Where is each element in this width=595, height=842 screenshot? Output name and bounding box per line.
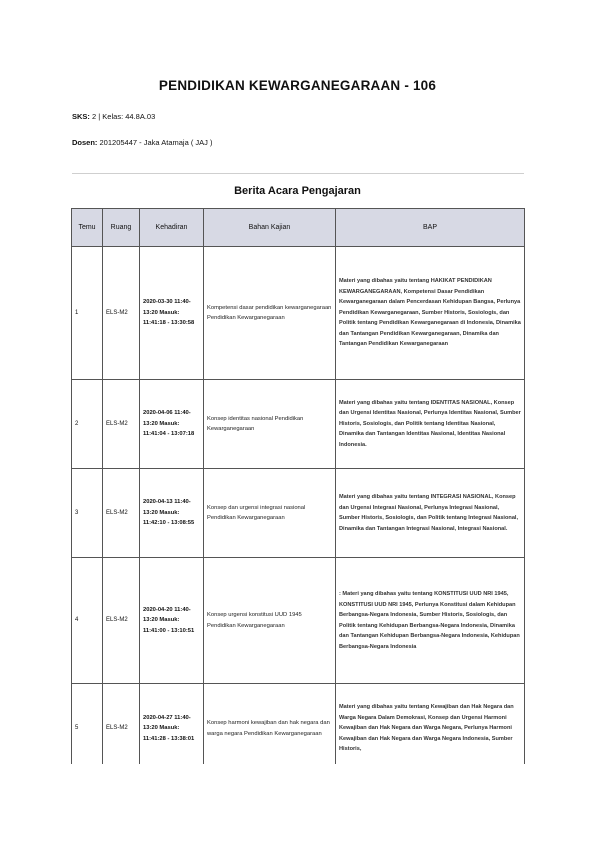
cell-ruang: ELS-M2: [103, 684, 140, 765]
cell-temu: 1: [72, 247, 103, 380]
header-temu: Temu: [72, 209, 103, 247]
cell-ruang: ELS-M2: [103, 247, 140, 380]
cell-bap: : Materi yang dibahas yaitu tentang KONSTITUSI UUD NRI 1945, KONSTITUSI UUD NRI 1945, Perlunya Konstitusi dalam Kehidupan Berbangsa-Negara Indonesia, Sumber Historis, Sosiologis, dan Politik tentang Kehidupan Berbangsa-Negara Indonesia, Dinamika dan Tantangan Kehidupan Berbangsa-Negara Indonesia, Kehidupan Berbangsa-Negara Indonesia: [336, 558, 525, 684]
cell-kehadiran: 2020-04-06 11:40-13:20 Masuk: 11:41:04 - 13:07:18: [140, 380, 204, 469]
header-bahan-kajian: Bahan Kajian: [204, 209, 336, 247]
table-row: [72, 380, 525, 469]
table-row: [72, 684, 525, 765]
cell-bap: Materi yang dibahas yaitu tentang IDENTITAS NASIONAL, Konsep dan Urgensi Identitas Nasional, Perlunya Identitas Nasional, Sumber Historis, Sosiologis, dan Politik tentang Identitas Nasional, Dinamika dan Tantangan Identitas Nasional, Identitas Nasional Indonesia.: [336, 380, 525, 469]
cell-bahan-kajian: Konsep dan urgensi integrasi nasional Pendidikan Kewarganegaraan: [204, 469, 336, 558]
cell-temu: 4: [72, 558, 103, 684]
cell-ruang: ELS-M2: [103, 380, 140, 469]
table-row: [72, 558, 525, 684]
cell-kehadiran: 2020-03-30 11:40-13:20 Masuk: 11:41:18 - 13:30:58: [140, 247, 204, 380]
header-bap: BAP: [336, 209, 525, 247]
dosen-value: 201205447 - Jaka Atamaja ( JAJ ): [99, 138, 213, 147]
header-kehadiran: Kehadiran: [140, 209, 204, 247]
table-header-row: [72, 209, 525, 247]
cell-kehadiran: 2020-04-13 11:40-13:20 Masuk: 11:42:10 - 13:08:55: [140, 469, 204, 558]
sks-label: SKS:: [72, 112, 90, 121]
header-ruang: Ruang: [103, 209, 140, 247]
cell-kehadiran: 2020-04-20 11:40-13:20 Masuk: 11:41:00 - 13:10:51: [140, 558, 204, 684]
cell-temu: 5: [72, 684, 103, 765]
berita-acara-table: [71, 208, 525, 764]
cell-bap: Materi yang dibahas yaitu tentang INTEGRASI NASIONAL, Konsep dan Urgensi Integrasi Nasional, Perlunya Integrasi Nasional, Sumber Historis, Sosiologis, dan Politik tentang Integrasi Nasional, Dinamika dan Tantangan Integrasi Nasional, Integrasi Nasional.: [336, 469, 525, 558]
cell-temu: 2: [72, 380, 103, 469]
cell-bap: Materi yang dibahas yaitu tentang Kewajiban dan Hak Negara dan Warga Negara Dalam Demokrasi, Konsep dan Urgensi Harmoni Kewajiban dan Hak Negara dan Warga Negara, Perlunya Harmoni Kewajiban dan Hak Negara dan Warga Negara Indonesia, Sumber Historis,: [336, 684, 525, 765]
cell-ruang: ELS-M2: [103, 558, 140, 684]
sks-value: 2 | Kelas: 44.8A.03: [92, 112, 156, 121]
cell-kehadiran: 2020-04-27 11:40-13:20 Masuk: 11:41:28 - 13:38:01: [140, 684, 204, 765]
page-title: PENDIDIKAN KEWARGANEGARAAN - 106: [158, 78, 437, 93]
cell-bahan-kajian: Konsep identitas nasional Pendidikan Kewarganegaraan: [204, 380, 336, 469]
dosen-label: Dosen:: [72, 138, 98, 147]
cell-bahan-kajian: Konsep urgensi konstitusi UUD 1945 Pendidikan Kewarganegaraan: [204, 558, 336, 684]
table-row: [72, 247, 525, 380]
table-row: [72, 469, 525, 558]
cell-bap: Materi yang dibahas yaitu tentang HAKIKAT PENDIDIKAN KEWARGANEGARAAN, Kompetensi Dasar Pendidikan Kewarganegaraan dalam Pencerdasan Kehidupan Bangsa, Perlunya Pendidikan Kewarganegaraan, Sumber Historis, Sosiologis, dan Politik tentang Pendidikan Kewarganegaraan di Indonesia, Dinamika dan Tantangan Pendidikan Kewarganegaraan, Dinamika dan Tantangan Pendidikan Kewarganegaraan: [336, 247, 525, 380]
section-title: Berita Acara Pengajaran: [234, 185, 361, 197]
cell-bahan-kajian: Kompetensi dasar pendidikan kewarganegaraan Pendidikan Kewarganegaraan: [204, 247, 336, 380]
cell-temu: 3: [72, 469, 103, 558]
cell-bahan-kajian: Konsep harmoni kewajiban dan hak negara dan warga negara Pendidikan Kewarganegaraan: [204, 684, 336, 765]
cell-ruang: ELS-M2: [103, 469, 140, 558]
